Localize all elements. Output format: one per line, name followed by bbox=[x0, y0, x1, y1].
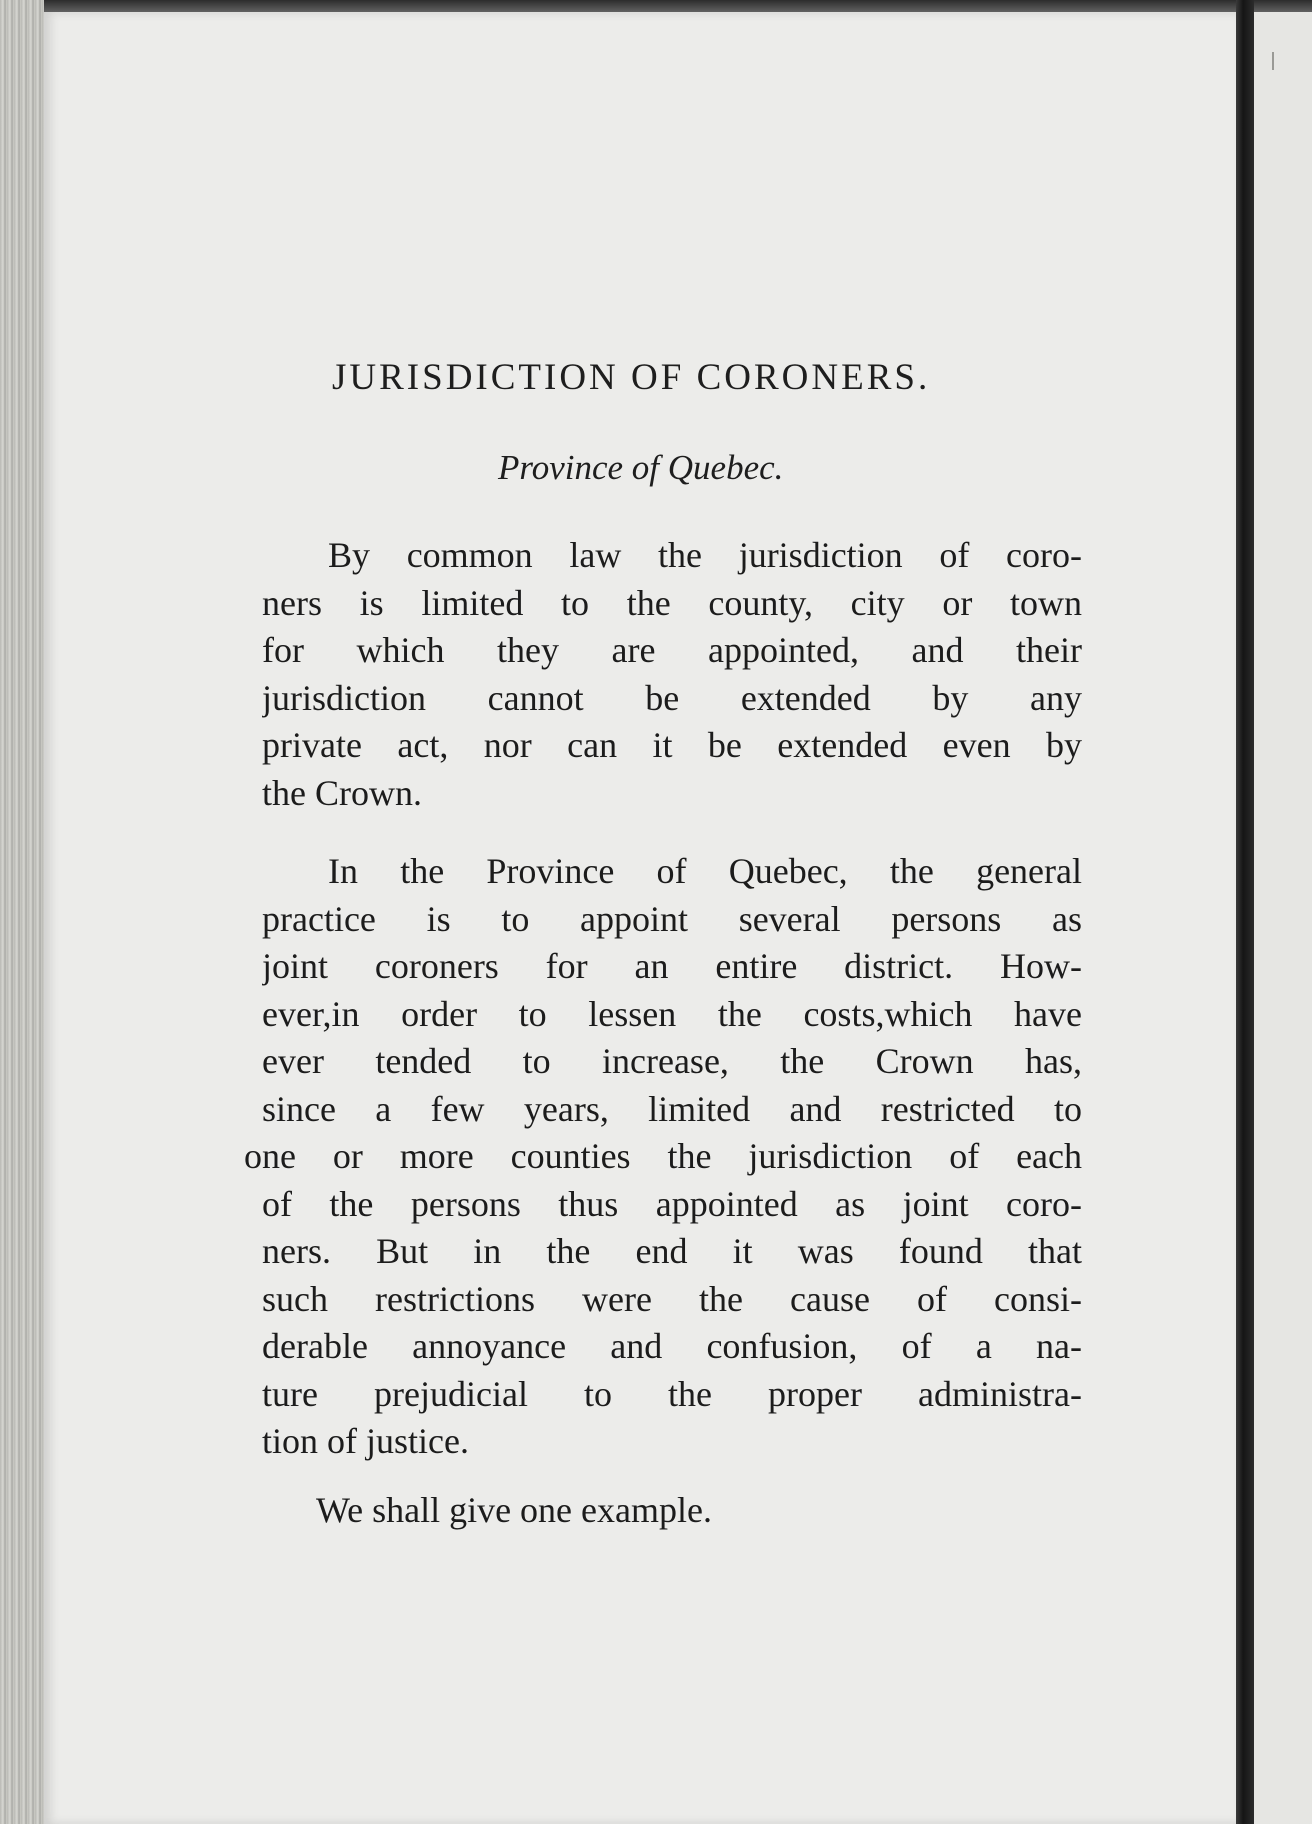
text-line: We shall give one example. bbox=[316, 1490, 712, 1530]
text-line: practice is to appoint several persons as bbox=[262, 898, 1082, 939]
text-line: private act, nor can it be extended even by bbox=[262, 725, 1082, 765]
text-line: ners. But in the end it was found that bbox=[262, 1231, 1082, 1271]
text-line: jurisdiction cannot be extended by any bbox=[262, 677, 1082, 718]
text-line: ture prejudicial to the proper administra- bbox=[262, 1373, 1082, 1414]
text-line: joint coroners for an entire district. How- bbox=[262, 946, 1082, 986]
text-line: ever tended to increase, the Crown has, bbox=[262, 1041, 1082, 1081]
text-line: ners is limited to the county, city or town bbox=[262, 582, 1082, 623]
text-line: such restrictions were the cause of consi- bbox=[262, 1278, 1082, 1319]
text-line: since a few years, limited and restricted to bbox=[262, 1088, 1082, 1129]
text-line: tion of justice. bbox=[262, 1421, 469, 1461]
text-line: derable annoyance and confusion, of a na- bbox=[262, 1326, 1082, 1366]
text-line: In the Province of Quebec, the general bbox=[328, 851, 1082, 891]
next-page-sliver bbox=[1254, 12, 1312, 1824]
paragraph-1 bbox=[262, 532, 1082, 817]
text-line: the Crown. bbox=[262, 772, 422, 813]
text-line: ever,in order to lessen the costs,which have bbox=[262, 993, 1082, 1034]
text-line: for which they are appointed, and their bbox=[262, 630, 1082, 670]
text-line: By common law the jurisdiction of coro- bbox=[328, 535, 1082, 575]
paragraph-2 bbox=[244, 848, 1082, 1466]
text-line: one or more counties the jurisdiction of each bbox=[244, 1136, 1082, 1176]
page-subtitle: Province of Quebec. bbox=[498, 448, 784, 487]
book-gutter bbox=[1236, 0, 1254, 1824]
text-line: of the persons thus appointed as joint coro- bbox=[262, 1183, 1082, 1224]
paragraph-3 bbox=[262, 1487, 1082, 1535]
page-title: JURISDICTION OF CORONERS. bbox=[332, 357, 931, 398]
page-stack-edges bbox=[0, 0, 44, 1824]
next-page-mark bbox=[1272, 52, 1274, 70]
